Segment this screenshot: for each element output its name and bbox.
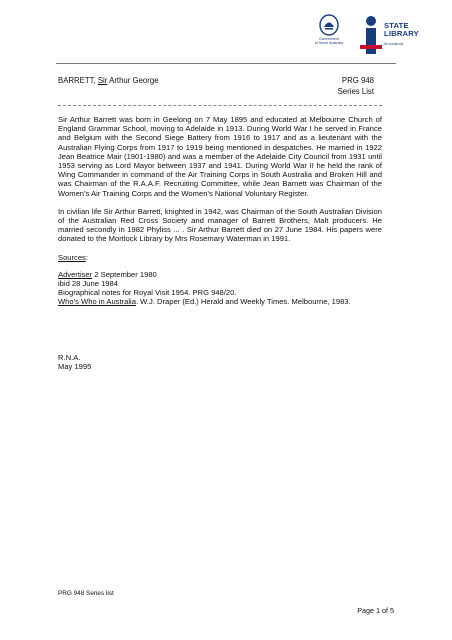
subject-name: BARRETT, Sir Arthur George xyxy=(58,76,159,85)
header-divider xyxy=(58,105,382,106)
footer-document-label: PRG 948 Series list xyxy=(58,590,114,597)
series-label: Series List xyxy=(337,87,374,96)
source-title-link[interactable]: Advertiser xyxy=(58,269,93,279)
biography-paragraph: Sir Arthur Barrett was born in Geelong on 7 May 1895 and educated at Melbourne Church of England Grammar School, moving to Adelaide in 1913. During World War I he served in France and Belgium with the Second Siege Battery from 1916 to 1917 and as a lieutenant with the Australian Flying Corps from 1917 to 1919 being mentioned in despatches. He married in 1922 Jean Beatrice Mair (1901-1980) and was a member of the Adelaide City Council from 1931 until 1953 serving as Lord Mayor between 1937 and 1941. During World War II he held the rank of Wing Commander in command of the Air Training Corps in South Australia and Broken Hill and was Chairman of the R.A.A.F. Recruiting Committee, while Jean Barnett was Chairman of the Women’s Air Training Corps and the Women’s National Voluntary Register. xyxy=(58,115,382,198)
source-item: Advertiser 2 September 1980 xyxy=(58,269,157,279)
source-title-link[interactable]: Who’s Who in Australia xyxy=(58,297,136,307)
state-library-logo xyxy=(360,14,419,58)
source-item: Who’s Who in Australia. W.J. Draper (Ed.) Herald and Weekly Times. Melbourne, 1983. xyxy=(58,297,351,307)
government-sa-logo xyxy=(304,14,354,58)
document-body xyxy=(58,115,382,371)
sources-heading: Sources: xyxy=(58,252,88,262)
source-item: Biographical notes for Royal Visit 1954. PRG 948/20. xyxy=(58,288,237,298)
header-logos xyxy=(304,14,419,58)
compiler-signature xyxy=(58,353,382,371)
biography-paragraph: In civilian life Sir Arthur Barrett, knighted in 1942, was Chairman of the South Australian Division of the Australian Red Cross Society and manager of Barrett Brothers, Malt producers. He married secondly in 1982 Phyliss ... . Sir Arthur Barrett died on 27 June 1984. His papers were donated to the Mortlock Library by Mrs Rosemary Waterman in 1991. xyxy=(58,206,382,244)
state-library-tagline: for everybody xyxy=(384,42,404,46)
source-item: ibid 28 June 1984 xyxy=(58,279,118,289)
compiled-date: May 1995 xyxy=(58,361,92,371)
library-i-mark-icon xyxy=(360,15,382,55)
government-logo-text: Government of South Australia xyxy=(314,37,344,46)
compiler-initials: R.N.A. xyxy=(58,352,81,362)
collection-reference: PRG 948 xyxy=(341,76,374,85)
header-rule xyxy=(56,63,396,64)
page-number: Page 1 of 5 xyxy=(357,606,394,615)
government-emblem-icon xyxy=(319,14,339,36)
subject-title: Sir xyxy=(97,76,108,85)
state-library-name: STATE LIBRARY xyxy=(384,21,419,39)
